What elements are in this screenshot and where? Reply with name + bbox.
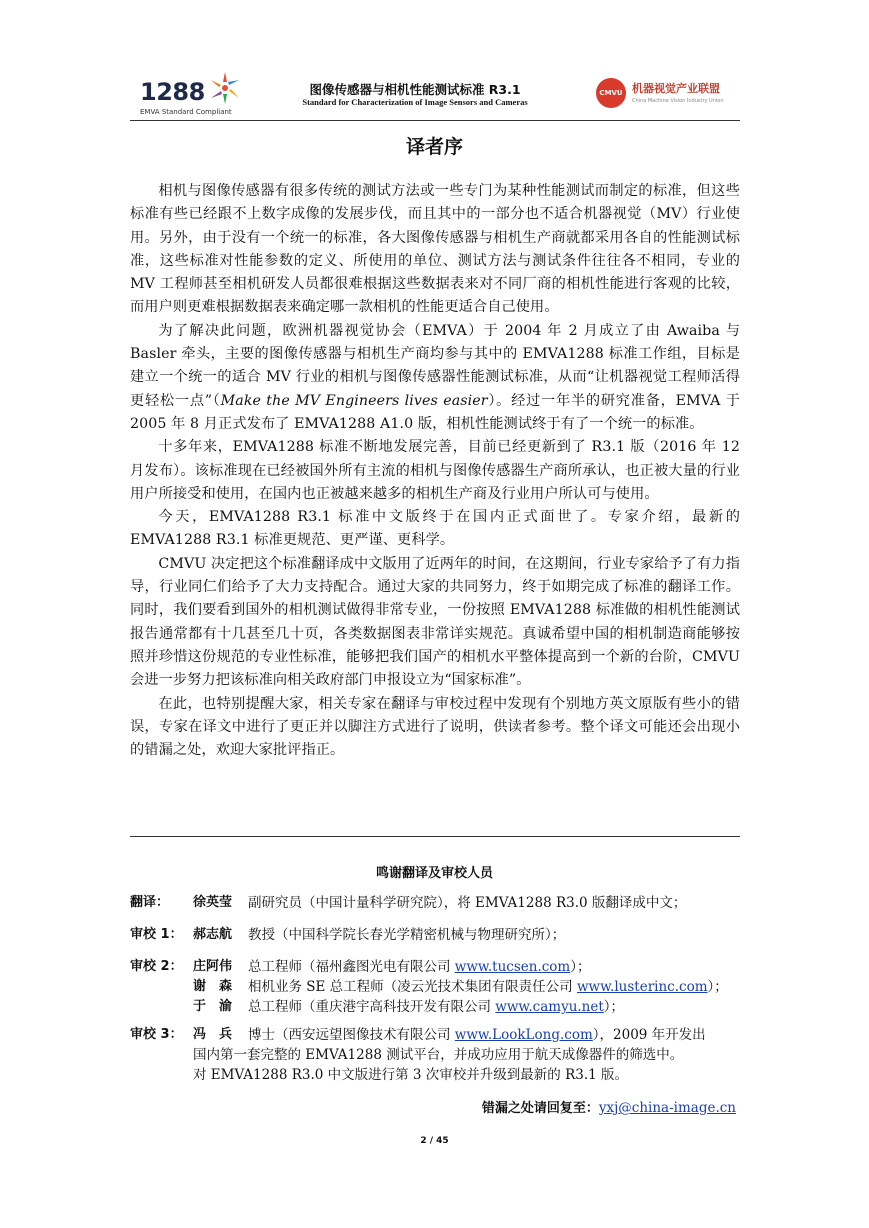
paragraph-5: CMVU 决定把这个标准翻译成中文版用了近两年的时间，在这期间，行业专家给予了有力指导，行业同仁们给予了大力支持配合。通过大家的共同努力，终于如期完成了标准的翻译工作。同时，我们要看到国外的相机测试做得非常专业，一份按照 EMVA1288 标准做的相机性能测试报告通常都有十几甚至几十页，各类数据图表非常详实规范。真诚希望中国的相机制造商能够按照并珍惜这份规范的专业性标准，能够把我们国产的相机水平整体提高到一个新的台阶，CMVU 会进一步努力把该标准向相关政府部门申报设立为“国家标准”。 <box>130 555 740 689</box>
errata-label: 错漏之处请回复至： <box>481 1101 599 1116</box>
header-title-en: Standard for Characterization of Image Sensors and Cameras <box>302 97 528 107</box>
translate-label: 翻译： <box>130 895 170 910</box>
camyu-link[interactable]: www.camyu.net <box>495 999 604 1015</box>
lusterinc-link[interactable]: www.lusterinc.com <box>576 979 708 995</box>
review3-line-3: 对 EMVA1288 R3.0 中文版进行第 3 次审校并升级到最新的 R3.1 版。 <box>193 1067 629 1083</box>
reviewer-name: 庄阿伟 <box>193 959 233 974</box>
review3-name: 冯 兵 <box>193 1027 233 1042</box>
preface-body <box>130 180 740 762</box>
reviewer-desc: 相机业务 SE 总工程师（凌云光技术集团有限责任公司 www.lusterinc.com）； <box>248 979 728 995</box>
paragraph-6: 在此，也特别提醒大家，相关专家在翻译与审校过程中发现有个别地方英文原版有些小的错误，专家在译文中进行了更正并以脚注方式进行了说明，供读者参考。整个译文可能还会出现小的错漏之处，欢迎大家批评指正。 <box>130 695 740 759</box>
logo-number: 1288 <box>140 78 205 106</box>
paragraph-1: 相机与图像传感器有很多传统的测试方法或一些专门为某种性能测试而制定的标准，但这些标准有些已经跟不上数字成像的发展步伐，而且其中的一部分也不适合机器视觉（MV）行业使用。另外，由于没有一个统一的标准，各大图像传感器与相机生产商就都采用各自的性能测试标准，这些标准对性能参数的定义、所使用的单位、测试方法与测试条件往往各不相同，专业的 MV 工程师甚至相机研发人员都很难根据这些数据表来对不同厂商的相机性能进行客观的比较，而用户则更难根据数据表来确定哪一款相机的性能更适合自己使用。 <box>130 183 740 316</box>
acknowledgement-title: 鸣谢翻译及审校人员 <box>375 866 493 881</box>
cmvu-logo <box>596 76 740 114</box>
cmvu-name-cn: 机器视觉产业联盟 <box>632 82 720 95</box>
page-header <box>130 64 740 121</box>
reviewer-desc: 总工程师（重庆港宇高科技开发有限公司 www.camyu.net）； <box>248 999 625 1015</box>
review1-desc: 教授（中国科学院长春光学精密机械与物理研究所）； <box>248 927 566 943</box>
ack-translator <box>130 893 750 913</box>
review2-label: 审校 2： <box>130 959 183 974</box>
reviewer-name: 谢 森 <box>193 979 233 994</box>
ack-review-1 <box>130 925 750 945</box>
logo-subtitle: EMVA Standard Compliant <box>140 108 232 116</box>
star-burst-icon <box>208 70 242 106</box>
paragraph-4: 今天，EMVA1288 R3.1 标准中文版终于在国内正式面世了。专家介绍，最新的 EMVA1288 R3.1 标准更规范、更严谨、更科学。 <box>130 509 740 549</box>
paragraph-2-tail: ）。经过一年半的研究准备，EMVA 于 2005 年 8 月正式发布了 EMVA1288 A1.0 版，相机性能测试终于有了一个统一的标准。 <box>130 392 740 432</box>
review3-desc: 博士（西安远望图像技术有限公司 www.LookLong.com），2009 年开发出 <box>248 1027 706 1043</box>
reviewer-desc: 总工程师（福州鑫图光电有限公司 www.tucsen.com）； <box>248 959 591 975</box>
ack-review-3 <box>130 1025 750 1085</box>
translator-desc: 副研究员（中国计量科学研究院），将 EMVA1288 R3.0 版翻译成中文； <box>248 895 687 911</box>
paragraph-2-italic: Make the MV Engineers lives easier <box>220 392 488 409</box>
paragraph-3: 十多年来，EMVA1288 标准不断地发展完善，目前已经更新到了 R3.1 版（2016 年 12 月发布）。该标准现在已经被国外所有主流的相机与图像传感器生产商所承认，也正被大量的行业用户所接受和使用，在国内也正被越来越多的相机生产商及行业用户所认可与使用。 <box>130 439 740 502</box>
emva-1288-logo <box>140 70 250 120</box>
divider <box>130 836 740 837</box>
ack-review-2 <box>130 957 750 1017</box>
errata-contact <box>482 1097 736 1116</box>
paragraph-2-head: 为了解决此问题，欧洲机器视觉协会（EMVA）于 2004 年 2 月成立了由 Awaiba 与 Basler 牵头，主要的图像传感器与相机生产商均参与其中的 EMVA1288 标准工作组，目标是建立一个统一的适合 MV 行业的相机与图像传感器性能测试标准，从而“让机器视觉工程师活得更轻松一点”（ <box>130 322 740 409</box>
review3-line-2: 国内第一套完整的 EMVA1288 测试平台，并成功应用于航天成像器件的筛选中。 <box>193 1047 684 1063</box>
tucsen-link[interactable]: www.tucsen.com <box>454 959 571 975</box>
errata-email-link[interactable]: yxj@china-image.cn <box>598 1100 736 1116</box>
reviewer-name: 于 渝 <box>193 999 233 1014</box>
cmvu-name-en: China Machine Vision Industry Union <box>632 98 724 104</box>
translator-name: 徐英莹 <box>193 895 233 910</box>
review3-label: 审校 3： <box>130 1027 183 1042</box>
cmvu-badge-icon: CMVU <box>596 78 626 108</box>
paragraph-2 <box>130 320 740 436</box>
looklong-link[interactable]: www.LookLong.com <box>454 1027 593 1043</box>
review1-label: 审校 1： <box>130 927 183 942</box>
page-number: 2 / 45 <box>420 1136 449 1146</box>
header-title-cn: 图像传感器与相机性能测试标准 R3.1 <box>309 82 521 97</box>
review1-name: 郝志航 <box>193 927 233 942</box>
page-title: 译者序 <box>405 136 463 158</box>
